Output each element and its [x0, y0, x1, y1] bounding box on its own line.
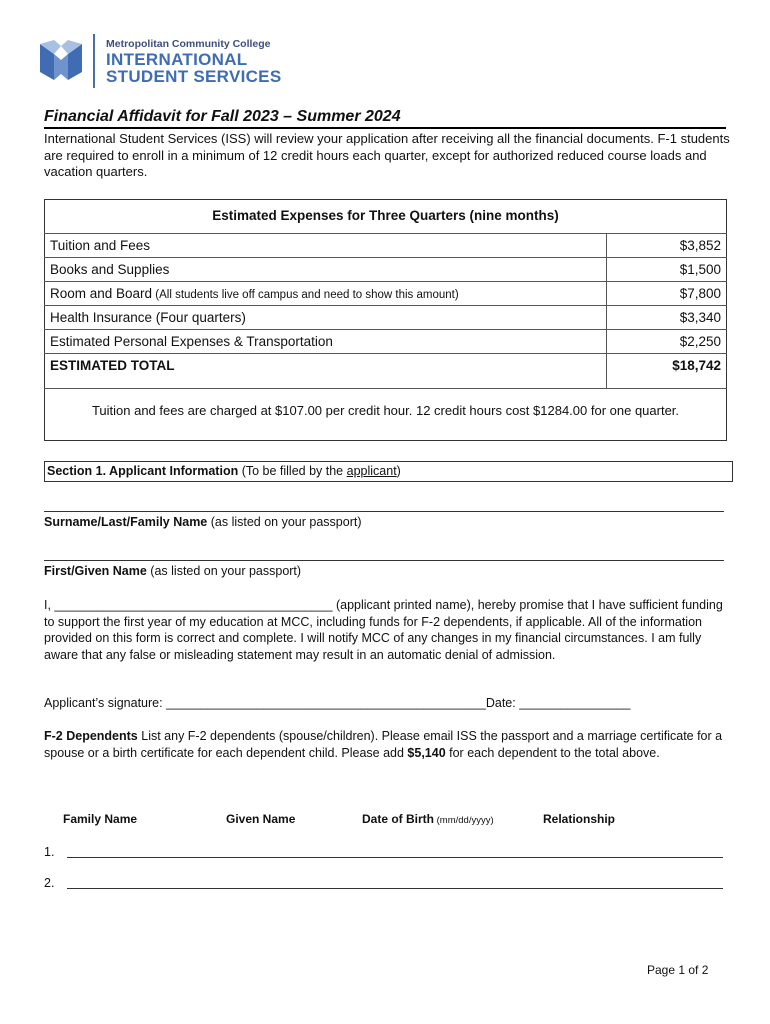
- expense-label: Tuition and Fees: [44, 234, 607, 258]
- expenses-title: Estimated Expenses for Three Quarters (nine months): [212, 208, 559, 223]
- expense-row: [44, 306, 727, 330]
- expense-row: [44, 330, 727, 354]
- dependent-row-input-line[interactable]: [67, 888, 723, 889]
- page-title: Financial Affidavit for Fall 2023 – Summer 2024: [44, 108, 401, 125]
- expense-label: Health Insurance (Four quarters): [44, 306, 607, 330]
- signature-row[interactable]: [44, 696, 630, 710]
- expenses-table: [44, 233, 727, 389]
- expense-row: [44, 282, 727, 306]
- logo-dept-line2: STUDENT SERVICES: [106, 67, 282, 86]
- expense-total-row: [44, 354, 727, 389]
- dependent-row-number: 2.: [44, 876, 55, 890]
- section1-sub: (To be filled by the: [238, 464, 347, 478]
- intro-paragraph: International Student Services (ISS) will review your application after receiving all the financial documents. F-1 students are required to enroll in a minimum of 12 credit hours each quarter, except for authorized reduced course loads and vacation quarters.: [44, 131, 730, 179]
- col-date-of-birth: Date of Birth (mm/dd/yyyy): [362, 812, 494, 826]
- promise-paragraph: I, ________________________________________ (applicant printed name), hereby promise that I have sufficient funding to support the first year of my education at MCC, including funds for F-2 dependents, if applicable. All of the information provided on this form is correct and complete. I will notify MCC of any changes in my financial circumstances. I am fully aware that any false or misleading statement may result in an automatic denial of admission.: [44, 598, 723, 662]
- expense-note: (All students live off campus and need to show this amount): [152, 289, 459, 301]
- section1-title: Section 1. Applicant Information: [47, 464, 239, 478]
- dependent-row-input-line[interactable]: [67, 857, 723, 858]
- expense-amount: $7,800: [607, 282, 728, 306]
- title-underline: [44, 127, 726, 129]
- firstname-input-line[interactable]: [44, 560, 724, 561]
- logo-college-name: Metropolitan Community College: [106, 38, 271, 50]
- signature-label: Applicant’s signature: ______________________________________________Date: ___: [44, 696, 541, 710]
- dependent-row-number: 1.: [44, 845, 55, 859]
- expense-label: Estimated Personal Expenses & Transportation: [44, 330, 607, 354]
- f2-dependents-paragraph: F-2 Dependents List any F-2 dependents (spouse/children). Please email ISS the passport and a marriage certificate for a spouse or a birth certificate for each dependent child. Please add $5,140 for each dependent to the total above.: [44, 729, 723, 760]
- logo-divider: [93, 34, 95, 88]
- expense-row: [44, 258, 727, 282]
- total-amount: $18,742: [607, 354, 728, 389]
- logo-wordmark: [106, 38, 281, 85]
- col-family-name: Family Name: [63, 812, 138, 826]
- col-relationship: Relationship: [543, 812, 616, 826]
- expense-amount: $3,852: [607, 234, 728, 258]
- expense-amount: $2,250: [607, 330, 728, 354]
- mcc-logo-mark: [40, 40, 82, 82]
- logo-dept-line1: INTERNATIONAL: [106, 50, 248, 69]
- date-blank[interactable]: _____________: [540, 696, 631, 710]
- applicant-link: applicant: [346, 464, 397, 478]
- total-label: ESTIMATED TOTAL: [44, 354, 607, 389]
- surname-input-line[interactable]: [44, 511, 724, 512]
- expense-label: Books and Supplies: [44, 258, 607, 282]
- expense-amount: $1,500: [607, 258, 728, 282]
- page-number: Page 1 of 2: [647, 963, 709, 977]
- expense-label: Room and Board (All students live off campus and need to show this amount): [44, 282, 607, 306]
- section1-header: [47, 464, 401, 478]
- expense-row: [44, 234, 727, 258]
- firstname-label: First/Given Name (as listed on your passport): [44, 564, 302, 578]
- section1-sub-end: ): [396, 464, 401, 478]
- surname-label: Surname/Last/Family Name (as listed on your passport): [44, 515, 362, 529]
- expense-amount: $3,340: [607, 306, 728, 330]
- tuition-note: Tuition and fees are charged at $107.00 per credit hour. 12 credit hours cost $1284.00 for one quarter.: [91, 403, 680, 418]
- col-given-name: Given Name: [226, 812, 296, 826]
